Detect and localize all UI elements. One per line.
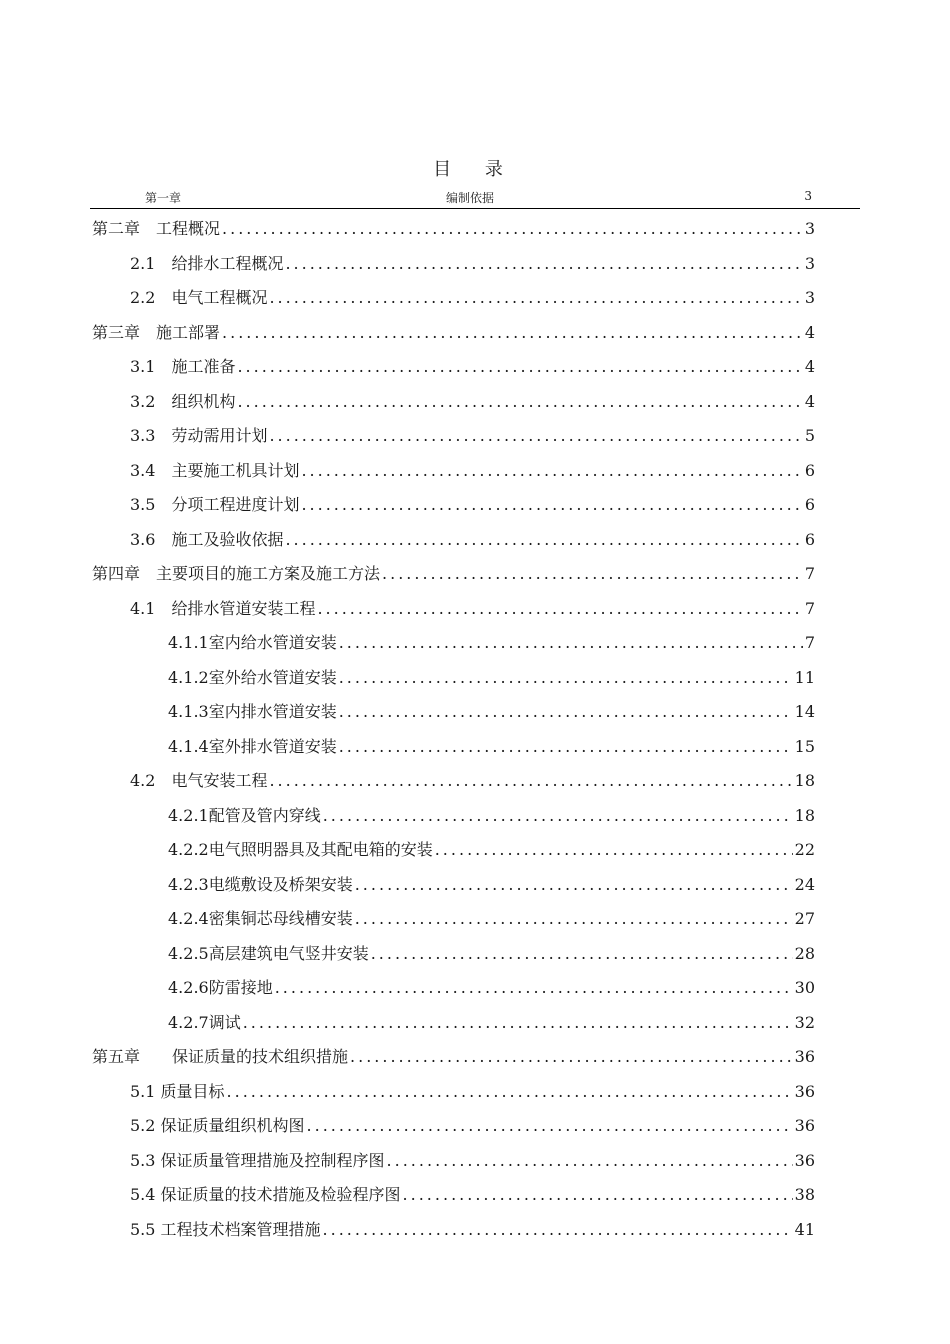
toc-entry-label: 3.2 组织机构 bbox=[130, 391, 236, 411]
dot-leader bbox=[323, 1220, 793, 1239]
toc-entry[interactable] bbox=[168, 1010, 815, 1036]
toc-header-row bbox=[90, 188, 860, 209]
dot-leader bbox=[435, 840, 793, 859]
dot-leader bbox=[403, 1185, 793, 1204]
toc-entry-page: 7 bbox=[804, 598, 815, 618]
toc-entry-label: 3.3 劳动需用计划 bbox=[130, 426, 268, 445]
toc-entry-label: 5.1 质量目标 bbox=[130, 1081, 225, 1101]
toc-entry-label: 第三章 施工部署 bbox=[92, 322, 221, 342]
toc-entry[interactable] bbox=[168, 665, 815, 691]
dot-leader bbox=[355, 875, 793, 894]
dot-leader bbox=[227, 1082, 793, 1101]
toc-entry-page: 36 bbox=[794, 1047, 815, 1066]
dot-leader bbox=[382, 564, 803, 583]
toc-entry-page: 11 bbox=[794, 667, 815, 687]
dot-leader bbox=[339, 633, 803, 652]
toc-entry-label: 4.2 电气安装工程 bbox=[130, 771, 268, 790]
toc-entry-page: 36 bbox=[794, 1150, 815, 1170]
toc-entry-label: 4.2.3电缆敷设及桥架安装 bbox=[168, 874, 353, 894]
toc-entry[interactable] bbox=[130, 1113, 815, 1139]
toc-entry-label: 5.4 保证质量的技术措施及检验程序图 bbox=[130, 1185, 401, 1204]
toc-entry-page: 6 bbox=[804, 495, 815, 514]
dot-leader bbox=[269, 426, 802, 445]
dot-leader bbox=[222, 323, 803, 342]
dot-leader bbox=[317, 599, 802, 618]
toc-entry-label: 第四章 主要项目的施工方案及施工方法 bbox=[92, 564, 381, 583]
toc-entry-page: 14 bbox=[794, 702, 815, 721]
toc-entry[interactable] bbox=[168, 872, 815, 898]
toc-entry-label: 4.1.1室内给水管道安装 bbox=[168, 633, 337, 652]
dot-leader bbox=[285, 530, 802, 549]
toc-entry-page: 15 bbox=[794, 736, 815, 756]
dot-leader bbox=[371, 944, 793, 963]
toc-entry[interactable] bbox=[130, 389, 815, 415]
toc-entry-page: 18 bbox=[794, 771, 815, 790]
toc-entry-label: 3.4 主要施工机具计划 bbox=[130, 460, 300, 480]
toc-entry-page: 22 bbox=[794, 840, 815, 859]
toc-entry-page: 32 bbox=[794, 1012, 815, 1032]
toc-entry-label: 5.5 工程技术档案管理措施 bbox=[130, 1219, 321, 1239]
toc-entry-page: 28 bbox=[794, 943, 815, 963]
dot-leader bbox=[307, 1116, 793, 1135]
toc-entry[interactable] bbox=[92, 216, 815, 242]
toc-entry-page: 30 bbox=[794, 978, 815, 997]
toc-entry-label: 4.1.3室内排水管道安装 bbox=[168, 702, 337, 721]
toc-entry[interactable] bbox=[168, 906, 815, 932]
toc-entry[interactable] bbox=[168, 699, 815, 725]
dot-leader bbox=[355, 909, 793, 928]
toc-entry-label: 第二章 工程概况 bbox=[92, 219, 221, 238]
toc-entry-label: 4.2.6防雷接地 bbox=[168, 978, 273, 997]
dot-leader bbox=[387, 1151, 793, 1170]
toc-entry-label: 4.1 给排水管道安装工程 bbox=[130, 598, 316, 618]
header-page: 3 bbox=[804, 189, 812, 203]
dot-leader bbox=[339, 737, 793, 756]
toc-entry[interactable] bbox=[168, 803, 815, 829]
toc-entry-label: 第五章 保证质量的技术组织措施 bbox=[92, 1047, 349, 1066]
dot-leader bbox=[275, 978, 793, 997]
dot-leader bbox=[269, 288, 802, 307]
toc-entry-label: 3.1 施工准备 bbox=[130, 357, 236, 376]
toc-entry-page: 7 bbox=[804, 633, 815, 652]
dot-leader bbox=[301, 495, 802, 514]
toc-entry[interactable] bbox=[130, 527, 815, 553]
toc-entry-page: 5 bbox=[804, 426, 815, 445]
toc-entry[interactable] bbox=[130, 768, 815, 794]
toc-entry-page: 18 bbox=[794, 805, 815, 825]
toc-entry-page: 6 bbox=[804, 460, 815, 480]
toc-entry[interactable] bbox=[130, 251, 815, 277]
toc-entry-page: 4 bbox=[804, 391, 815, 411]
toc-entry-label: 2.2 电气工程概况 bbox=[130, 288, 268, 307]
toc-entry[interactable] bbox=[168, 975, 815, 1001]
toc-entry[interactable] bbox=[168, 630, 815, 656]
toc-entry[interactable] bbox=[130, 458, 815, 484]
toc-entry[interactable] bbox=[92, 1044, 815, 1070]
dot-leader bbox=[339, 668, 793, 687]
toc-entry[interactable] bbox=[130, 1217, 815, 1243]
dot-leader bbox=[237, 357, 802, 376]
toc-entry[interactable] bbox=[168, 734, 815, 760]
dot-leader bbox=[243, 1013, 793, 1032]
toc-entry-label: 4.1.2室外给水管道安装 bbox=[168, 667, 337, 687]
toc-entry-label: 3.5 分项工程进度计划 bbox=[130, 495, 300, 514]
dot-leader bbox=[339, 702, 793, 721]
toc-entry-page: 36 bbox=[794, 1081, 815, 1101]
toc-entry-page: 6 bbox=[804, 529, 815, 549]
dot-leader bbox=[222, 219, 803, 238]
toc-entry-label: 4.2.7调试 bbox=[168, 1012, 241, 1032]
toc-entry-label: 2.1 给排水工程概况 bbox=[130, 253, 284, 273]
toc-entry-label: 5.3 保证质量管理措施及控制程序图 bbox=[130, 1150, 385, 1170]
toc-entry-page: 3 bbox=[804, 288, 815, 307]
toc-entry-label: 4.2.5高层建筑电气竖井安装 bbox=[168, 943, 369, 963]
toc-entry-page: 3 bbox=[804, 219, 815, 238]
toc-entry-page: 7 bbox=[804, 564, 815, 583]
toc-entry[interactable] bbox=[92, 561, 815, 587]
toc-entry[interactable] bbox=[92, 320, 815, 346]
toc-entry-label: 5.2 保证质量组织机构图 bbox=[130, 1116, 305, 1135]
toc-entry[interactable] bbox=[130, 423, 815, 449]
toc-entry-page: 36 bbox=[794, 1116, 815, 1135]
toc-entry-label: 4.1.4室外排水管道安装 bbox=[168, 736, 337, 756]
toc-entry[interactable] bbox=[130, 596, 815, 622]
toc-entry-page: 24 bbox=[794, 874, 815, 894]
header-chapter: 第一章 bbox=[145, 191, 182, 205]
toc-entry[interactable] bbox=[130, 1182, 815, 1208]
toc-entry[interactable] bbox=[130, 1079, 815, 1105]
toc-entry-page: 41 bbox=[794, 1219, 815, 1239]
dot-leader bbox=[323, 806, 793, 825]
dot-leader bbox=[285, 254, 802, 273]
toc-entry-label: 4.2.4密集铜芯母线槽安装 bbox=[168, 909, 353, 928]
toc-entry-label: 4.2.2电气照明器具及其配电箱的安装 bbox=[168, 840, 433, 859]
toc-entry-page: 27 bbox=[794, 909, 815, 928]
toc-title: 目 录 bbox=[433, 159, 517, 180]
toc-entry-page: 4 bbox=[804, 357, 815, 376]
toc-entry-page: 3 bbox=[804, 253, 815, 273]
toc-entry-page: 38 bbox=[794, 1185, 815, 1204]
dot-leader bbox=[237, 392, 802, 411]
dot-leader bbox=[301, 461, 802, 480]
toc-entry[interactable] bbox=[130, 354, 815, 380]
header-title: 编制依据 bbox=[446, 191, 495, 205]
toc-entry-label: 3.6 施工及验收依据 bbox=[130, 529, 284, 549]
toc-entry[interactable] bbox=[130, 285, 815, 311]
toc-entry[interactable] bbox=[130, 1148, 815, 1174]
dot-leader bbox=[269, 771, 792, 790]
toc-entry[interactable] bbox=[168, 941, 815, 967]
dot-leader bbox=[350, 1047, 793, 1066]
toc-entry-page: 4 bbox=[804, 322, 815, 342]
toc-entry[interactable] bbox=[130, 492, 815, 518]
toc-entry-label: 4.2.1配管及管内穿线 bbox=[168, 805, 321, 825]
toc-entry[interactable] bbox=[168, 837, 815, 863]
